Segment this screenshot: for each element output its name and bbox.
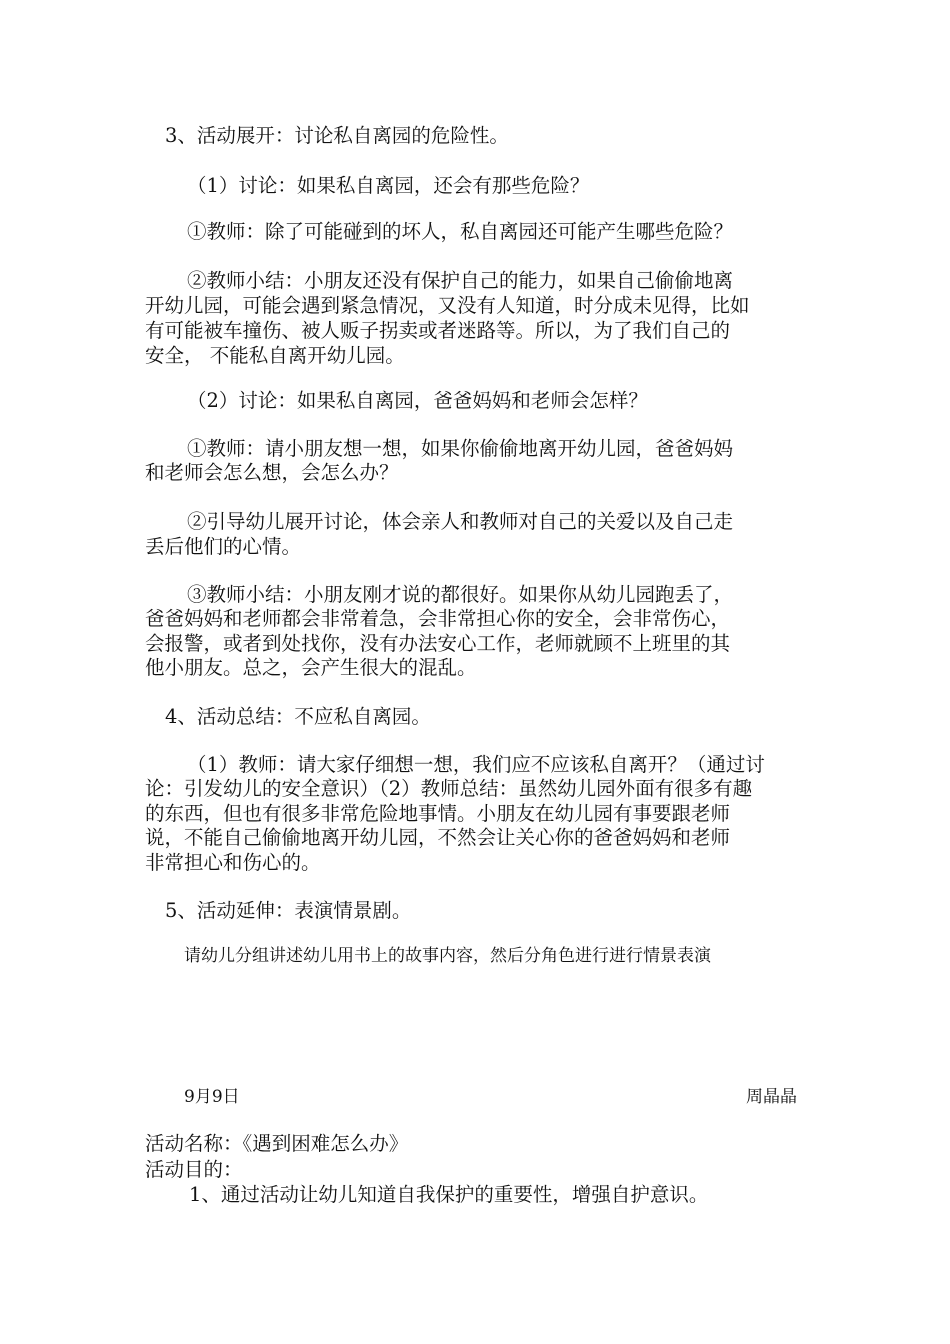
discussion-2-heading: （2）讨论：如果私自离园，爸爸妈妈和老师会怎样？ — [187, 389, 648, 412]
teacher-summary-1-line-1: ②教师小结：小朋友还没有保护自己的能力，如果自己偷偷地离 — [187, 269, 734, 292]
summary-body-line-5: 非常担心和伤心的。 — [145, 851, 321, 874]
teacher-summary-2-line-4: 他小朋友。总之，会产生很大的混乱。 — [145, 656, 477, 679]
section-5-heading: 5、活动延伸：表演情景剧。 — [165, 899, 412, 922]
teacher-summary-2-line-3: 会报警，或者到处找你，没有办法安心工作，老师就顾不上班里的其 — [145, 632, 731, 655]
teacher-question-2-line-1: ①教师：请小朋友想一想，如果你偷偷地离开幼儿园，爸爸妈妈 — [187, 437, 734, 460]
teacher-question-1: ①教师：除了可能碰到的坏人，私自离园还可能产生哪些危险？ — [187, 220, 734, 243]
teacher-question-2-line-2: 和老师会怎么想，会怎么办？ — [145, 461, 399, 484]
lesson-date: 9月9日 — [184, 1087, 240, 1107]
teacher-summary-2-line-2: 爸爸妈妈和老师都会非常着急，会非常担心你的安全，会非常伤心， — [145, 607, 731, 630]
activity-name: 活动名称：《遇到困难怎么办》 — [145, 1132, 409, 1155]
summary-body-line-1: （1）教师：请大家仔细想一想，我们应不应该私自离开？（通过讨 — [187, 753, 765, 776]
summary-body-line-4: 说，不能自己偷偷地离开幼儿园，不然会让关心你的爸爸妈妈和老师 — [145, 826, 731, 849]
teacher-summary-1-line-2: 开幼儿园，可能会遇到紧急情况，又没有人知道，时分成未见得，比如 — [145, 294, 750, 317]
teacher-summary-1-line-4: 安全， 不能私自离开幼儿园。 — [145, 344, 405, 367]
section-3-heading: 3、活动展开：讨论私自离园的危险性。 — [165, 124, 509, 147]
teacher-summary-1-line-3: 有可能被车撞伤、被人贩子拐卖或者迷路等。所以，为了我们自己的 — [145, 319, 731, 342]
guide-discussion-line-2: 丢后他们的心情。 — [145, 535, 302, 558]
summary-body-line-2: 论：引发幼儿的安全意识）（2）教师总结：虽然幼儿园外面有很多有趣 — [145, 777, 753, 800]
discussion-1-heading: （1）讨论：如果私自离园，还会有那些危险？ — [187, 174, 590, 197]
lesson-author: 周晶晶 — [746, 1087, 797, 1107]
section-4-heading: 4、活动总结：不应私自离园。 — [165, 705, 431, 728]
extension-instruction: 请幼儿分组讲述幼儿用书上的故事内容，然后分角色进行进行情景表演 — [184, 946, 711, 966]
activity-goal-1: 1、通过活动让幼儿知道自我保护的重要性，增强自护意识。 — [189, 1183, 709, 1206]
activity-goal-label: 活动目的： — [145, 1158, 243, 1181]
summary-body-line-3: 的东西，但也有很多非常危险地事情。小朋友在幼儿园有事要跟老师 — [145, 802, 731, 825]
teacher-summary-2-line-1: ③教师小结：小朋友刚才说的都很好。如果你从幼儿园跑丢了， — [187, 583, 734, 606]
guide-discussion-line-1: ②引导幼儿展开讨论，体会亲人和教师对自己的关爱以及自己走 — [187, 510, 734, 533]
